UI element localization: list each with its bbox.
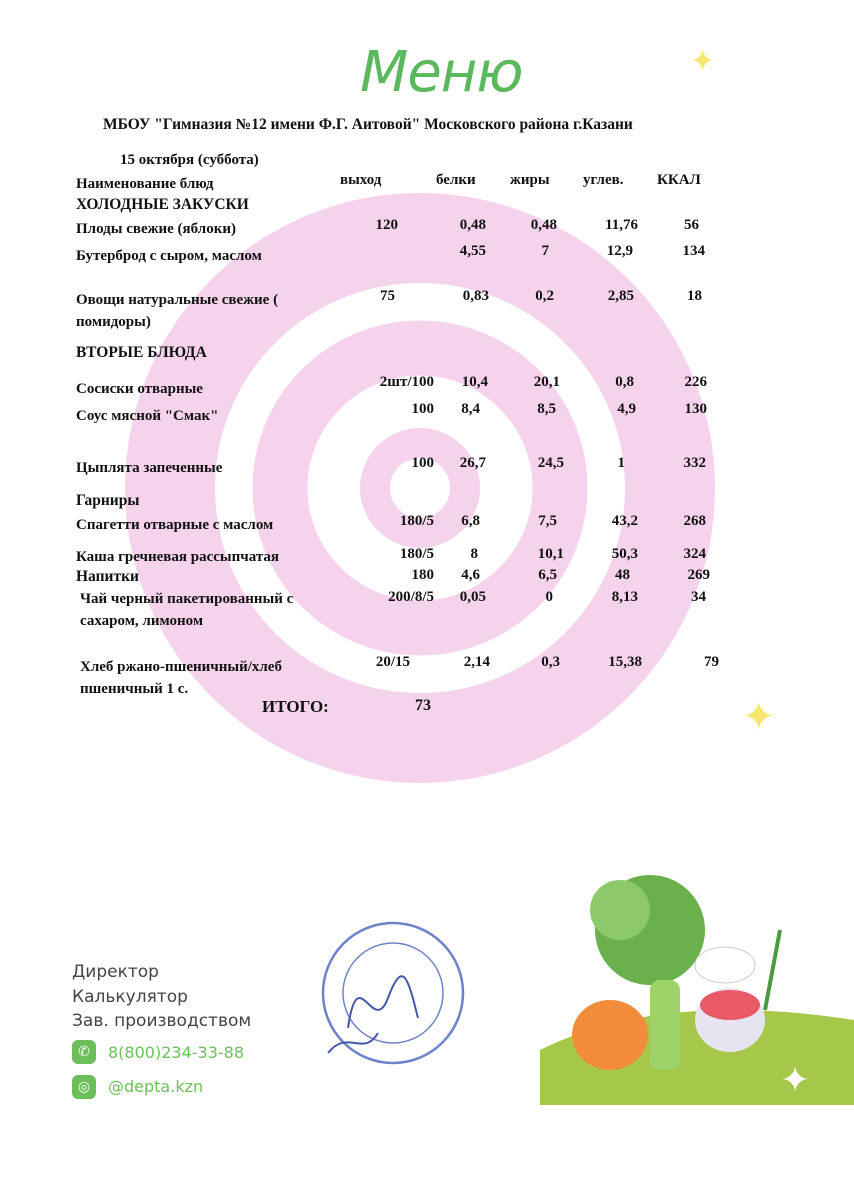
phone-number[interactable]: 8(800)234-33-88 (108, 1043, 245, 1062)
table-cell-uglev: 48 (615, 567, 630, 583)
header-kkal: ККАЛ (657, 172, 701, 188)
phone-icon: ✆ (72, 1040, 96, 1064)
table-row-name: Соус мясной "Смак" (76, 408, 219, 424)
table-cell-kkal: 56 (684, 217, 699, 233)
header-uglev: углев. (583, 172, 624, 188)
table-cell-uglev: 0,8 (615, 374, 634, 390)
header-zhiry: жиры (510, 172, 550, 188)
table-cell-vyhod: 75 (380, 288, 395, 304)
table-cell-uglev: 8,13 (611, 589, 638, 605)
table-cell-belki: 0,05 (459, 589, 486, 605)
table-cell-vyhod: 120 (375, 217, 398, 233)
footer-calculator: Калькулятор (72, 987, 188, 1007)
header-name: Наименование блюд (76, 176, 214, 192)
table-cell-kkal: 268 (683, 513, 706, 529)
table-cell-zhiry: 0,3 (541, 654, 560, 670)
table-cell-uglev: 4,9 (617, 401, 636, 417)
table-cell-belki: 8,4 (461, 401, 480, 417)
table-cell-belki: 6,8 (461, 513, 480, 529)
table-cell-uglev: 43,2 (611, 513, 638, 529)
table-cell-vyhod: 180 (411, 567, 434, 583)
sparkle-icon: ✦ (742, 694, 776, 740)
table-cell-zhiry: 20,1 (533, 374, 560, 390)
table-cell-kkal: 332 (683, 455, 706, 471)
table-cell-vyhod: 2шт/100 (379, 374, 434, 390)
table-cell-zhiry: 7,5 (538, 513, 557, 529)
sparkle-icon: ✦ (780, 1060, 811, 1101)
table-cell-uglev: 15,38 (608, 654, 642, 670)
table-cell-vyhod: 20/15 (375, 654, 410, 670)
table-row-name: Овощи натуральные свежие ( помидоры) (76, 292, 279, 330)
table-cell-belki: 4,55 (459, 243, 486, 259)
table-cell-uglev: 11,76 (605, 217, 638, 233)
table-cell-kkal: 269 (687, 567, 710, 583)
section-second: ВТОРЫЕ БЛЮДА (76, 344, 207, 361)
table-cell-vyhod: 180/5 (399, 513, 434, 529)
table-cell-kkal: 34 (691, 589, 706, 605)
table-cell-zhiry: 10,1 (537, 546, 564, 562)
total-value: 73 (415, 697, 431, 714)
table-cell-zhiry: 24,5 (537, 455, 564, 471)
table-row-name: Спагетти отварные с маслом (76, 517, 274, 533)
table-cell-kkal: 134 (682, 243, 705, 259)
table-row-name: Сосиски отварные (76, 381, 203, 397)
table-cell-uglev: 2,85 (607, 288, 634, 304)
table-cell-belki: 10,4 (461, 374, 488, 390)
table-row-name: Чай черный пакетированный с сахаром, лимоном (80, 591, 294, 629)
table-cell-zhiry: 0,48 (530, 217, 557, 233)
page-title: Меню (360, 40, 523, 105)
table-cell-uglev: 12,9 (606, 243, 633, 259)
table-cell-vyhod: 100 (411, 401, 434, 417)
table-cell-kkal: 226 (684, 374, 707, 390)
table-row-name: Бутерброд с сыром, маслом (76, 248, 262, 264)
table-cell-kkal: 79 (704, 654, 719, 670)
total-label: ИТОГО: (262, 697, 329, 716)
table-cell-kkal: 18 (687, 288, 702, 304)
section-cold: ХОЛОДНЫЕ ЗАКУСКИ (76, 196, 249, 213)
table-cell-zhiry: 0 (545, 589, 553, 605)
table-row-name: Цыплята запеченные (76, 460, 223, 476)
menu-date: 15 октября (суббота) (120, 152, 259, 168)
table-cell-zhiry: 0,2 (535, 288, 554, 304)
table-cell-kkal: 324 (683, 546, 706, 562)
sparkle-icon: ✦ (690, 44, 716, 79)
table-cell-vyhod: 200/8/5 (388, 589, 434, 605)
header-vyhod: выход (340, 172, 382, 188)
table-row-name: Хлеб ржано-пшеничный/хлеб пшеничный 1 с. (80, 659, 282, 697)
footer-production-head: Зав. производством (72, 1011, 252, 1031)
table-row-name: Каша гречневая рассыпчатая (76, 549, 280, 565)
table-cell-zhiry: 8,5 (537, 401, 556, 417)
instagram-handle[interactable]: @depta.kzn (108, 1077, 204, 1096)
table-cell-kkal: 130 (684, 401, 707, 417)
table-cell-belki: 4,6 (461, 567, 480, 583)
table-row-name: Плоды свежие (яблоки) (76, 221, 236, 237)
section-drinks: Напитки (76, 568, 139, 585)
table-cell-belki: 0,48 (459, 217, 486, 233)
table-cell-vyhod: 180/5 (399, 546, 434, 562)
section-garnish: Гарниры (76, 492, 140, 509)
instagram-icon: ◎ (72, 1075, 96, 1099)
table-cell-uglev: 50,3 (611, 546, 638, 562)
table-cell-belki: 0,83 (462, 288, 489, 304)
table-cell-vyhod: 100 (411, 455, 434, 471)
table-cell-belki: 26,7 (459, 455, 486, 471)
table-cell-belki: 8 (470, 546, 478, 562)
footer-director: Директор (72, 962, 159, 982)
table-cell-zhiry: 7 (541, 243, 549, 259)
school-name: МБОУ "Гимназия №12 имени Ф.Г. Аитовой" Московского района г.Казани (103, 116, 633, 133)
table-cell-zhiry: 6,5 (538, 567, 557, 583)
official-stamp (318, 918, 468, 1068)
header-belki: белки (436, 172, 476, 188)
table-cell-belki: 2,14 (463, 654, 490, 670)
table-cell-uglev: 1 (617, 455, 625, 471)
